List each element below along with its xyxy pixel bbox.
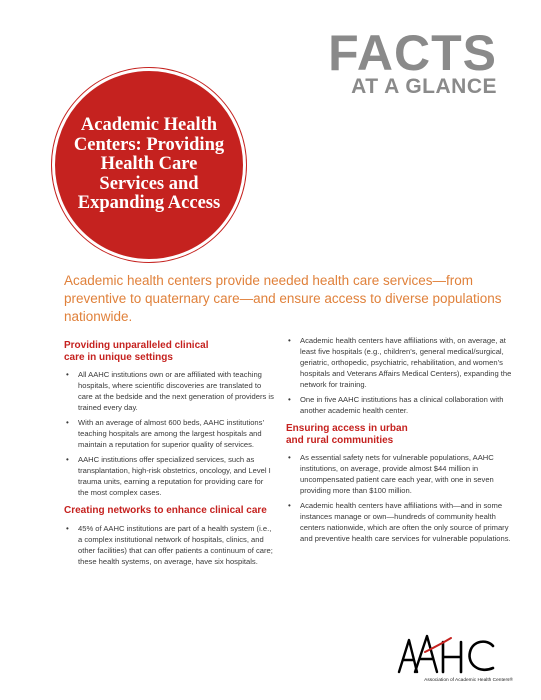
bullet-icon: • [66, 455, 69, 464]
bullet-icon: • [66, 370, 69, 379]
list-item [64, 523, 274, 567]
clinical-care-list [64, 369, 274, 498]
affiliations-list [286, 335, 516, 416]
intro-paragraph: Academic health centers provide needed health care services—from preventive to quaternary care—and ensure access to diverse populations nationwide. [64, 273, 502, 324]
heading-line: care in unique settings [64, 351, 173, 363]
bullet-icon: • [66, 418, 69, 427]
heading-line: Providing unparalleled clinical [64, 340, 209, 351]
aahc-logo [395, 632, 513, 684]
list-item [286, 452, 516, 496]
facts-at-a-glance-header [328, 25, 497, 98]
at-a-glance-subtitle: AT A GLANCE [351, 75, 497, 98]
bullet-icon: • [288, 336, 291, 345]
bullet-icon: • [288, 453, 291, 462]
aahc-logo-icon [395, 632, 513, 676]
list-item [64, 454, 274, 498]
title-line: Expanding Access [77, 193, 221, 214]
facts-word: FACTS [328, 25, 497, 81]
heading-line: Ensuring access in urban [286, 423, 408, 434]
heading-line: Creating networks to enhance clinical care [64, 505, 267, 516]
access-list [286, 452, 516, 544]
title-line: Academic Health [80, 115, 218, 136]
left-column [64, 340, 274, 571]
title-circle [52, 68, 246, 262]
list-item [286, 335, 516, 390]
list-item [286, 394, 516, 416]
registered-mark: ® [509, 678, 513, 683]
list-item-text: Academic health centers have affiliations with—and in some instances manage or own—hundreds of community health centers nationwide, which are often the only source of primary and preventive health care services for vulnerable populations. [300, 501, 511, 543]
section-heading-clinical-care [64, 340, 274, 363]
logo-caption-text: Association of Academic Health Centers [424, 678, 510, 683]
list-item [286, 500, 516, 544]
heading-line: and rural communities [286, 434, 394, 446]
bullet-icon: • [288, 395, 291, 404]
list-item-text: 45% of AAHC institutions are part of a health system (i.e., a complex institutional network of hospitals, clinics, and other facilities) that can offer patients a continuum of care; these health systems, on average, have six hospitals. [78, 523, 273, 566]
title-line: Health Care [100, 154, 198, 175]
list-item-text: Academic health centers have affiliations with, on average, at least five hospitals (e.g., children’s, general medical/surgical, geriatric, orthopedic, psychiatric, rehabilitation, and women’s hospitals and Veterans Affairs Medical Centers), expanding the network for training. [300, 336, 512, 389]
document-title [69, 116, 229, 214]
right-column [286, 335, 516, 548]
list-item-text: With an average of almost 600 beds, AAHC institutions’ teaching hospitals are among the largest hospitals and maintain a reputation for superior quality of services. [78, 418, 264, 449]
list-item [64, 369, 274, 413]
list-item-text: One in five AAHC institutions has a clinical collaboration with another academic health center. [300, 395, 504, 415]
list-item [64, 417, 274, 450]
bullet-icon: • [66, 523, 69, 533]
list-item-text: As essential safety nets for vulnerable populations, AAHC institutions, on average, provide almost $44 million in uncompensated patient care each year, with one in seven providing more than $100 million. [300, 453, 494, 495]
list-item-text: All AAHC institutions own or are affiliated with teaching hospitals, where scientific discoveries are translated to care at the bedside and the next generation of providers is trained every day. [78, 370, 274, 412]
logo-caption [424, 678, 513, 684]
bullet-icon: • [288, 501, 291, 510]
section-heading-access [286, 423, 516, 446]
list-item-text: AAHC institutions offer specialized services, such as transplantation, high-risk obstetrics, oncology, and Level I trauma units, earning a reputation for providing care for the most complex cases. [78, 455, 271, 497]
title-line: Centers: Providing [73, 134, 225, 155]
networks-list [64, 523, 274, 567]
title-line: Services and [99, 173, 199, 194]
section-heading-networks [64, 505, 274, 517]
